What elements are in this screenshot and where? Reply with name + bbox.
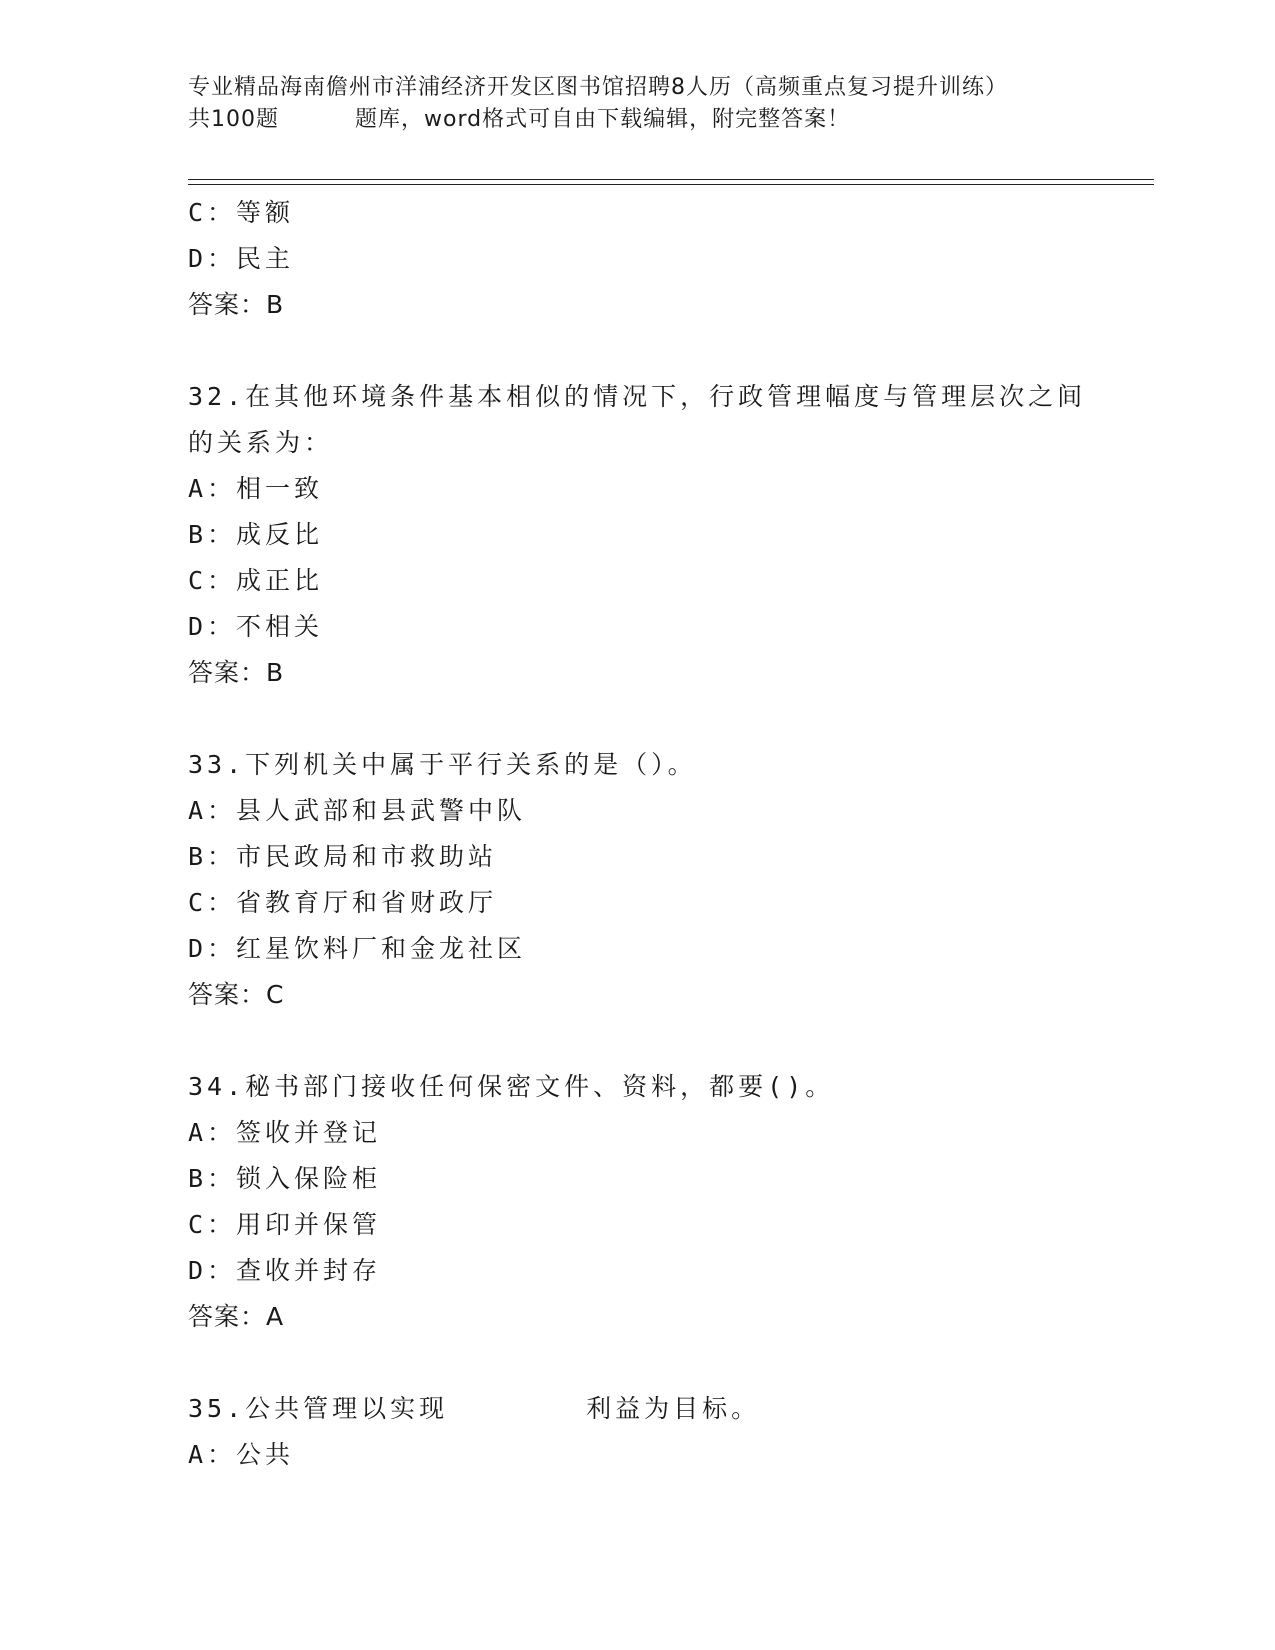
question-block-35 [188,1386,1148,1478]
block-spacer [188,1340,1148,1386]
answer-line: 答案：C [188,980,285,1009]
header-divider-bottom [188,184,1154,185]
question-stem: 34.秘书部门接收任何保密文件、资料，都要()。 [188,1072,835,1101]
question-stem [188,1386,1148,1432]
option-line: A：县人武部和县武警中队 [188,796,527,825]
option-line: B：成反比 [188,520,324,549]
question-count: 共100题 [188,107,279,132]
option-line: A：相一致 [188,474,324,503]
header-divider-top [188,179,1154,180]
option-line: B：市民政局和市救助站 [188,842,498,871]
block-spacer [188,328,1148,374]
header-title-line-2 [188,104,1148,136]
option-line: C：用印并保管 [188,1210,382,1239]
question-block-33 [188,742,1148,1018]
option-line: C：成正比 [188,566,324,595]
option-line: C：等额 [188,198,295,227]
option-line: B：锁入保险柜 [188,1164,382,1193]
question-block-prev [188,190,1148,328]
question-stem: 32.在其他环境条件基本相似的情况下，行政管理幅度与管理层次之间 [188,382,1087,411]
question-stem: 的关系为： [188,428,334,457]
block-spacer [188,1018,1148,1064]
question-block-32 [188,374,1148,696]
option-line: D：不相关 [188,612,324,641]
option-line: D：民主 [188,244,295,273]
option-line: A：公共 [188,1440,295,1469]
block-spacer [188,696,1148,742]
option-line: C：省教育厅和省财政厅 [188,888,498,917]
question-stem: 33.下列机关中属于平行关系的是（）。 [188,750,697,779]
document-header [188,72,1148,136]
question-list [188,190,1148,1478]
header-title-line-1: 专业精品海南儋州市洋浦经济开发区图书馆招聘8人历（高频重点复习提升训练） [188,75,1008,100]
option-line: D：红星饮料厂和金龙社区 [188,934,527,963]
option-line: D：查收并封存 [188,1256,382,1285]
question-stem-part-1: 35.公共管理以实现 [188,1394,449,1423]
option-line: A：签收并登记 [188,1118,382,1147]
question-block-34 [188,1064,1148,1340]
answer-line: 答案：B [188,290,285,319]
header-subtitle: 题库，word格式可自由下载编辑，附完整答案！ [355,107,851,132]
answer-line: 答案：A [188,1302,285,1331]
question-stem-part-2: 利益为目标。 [586,1394,761,1423]
answer-line: 答案：B [188,658,285,687]
